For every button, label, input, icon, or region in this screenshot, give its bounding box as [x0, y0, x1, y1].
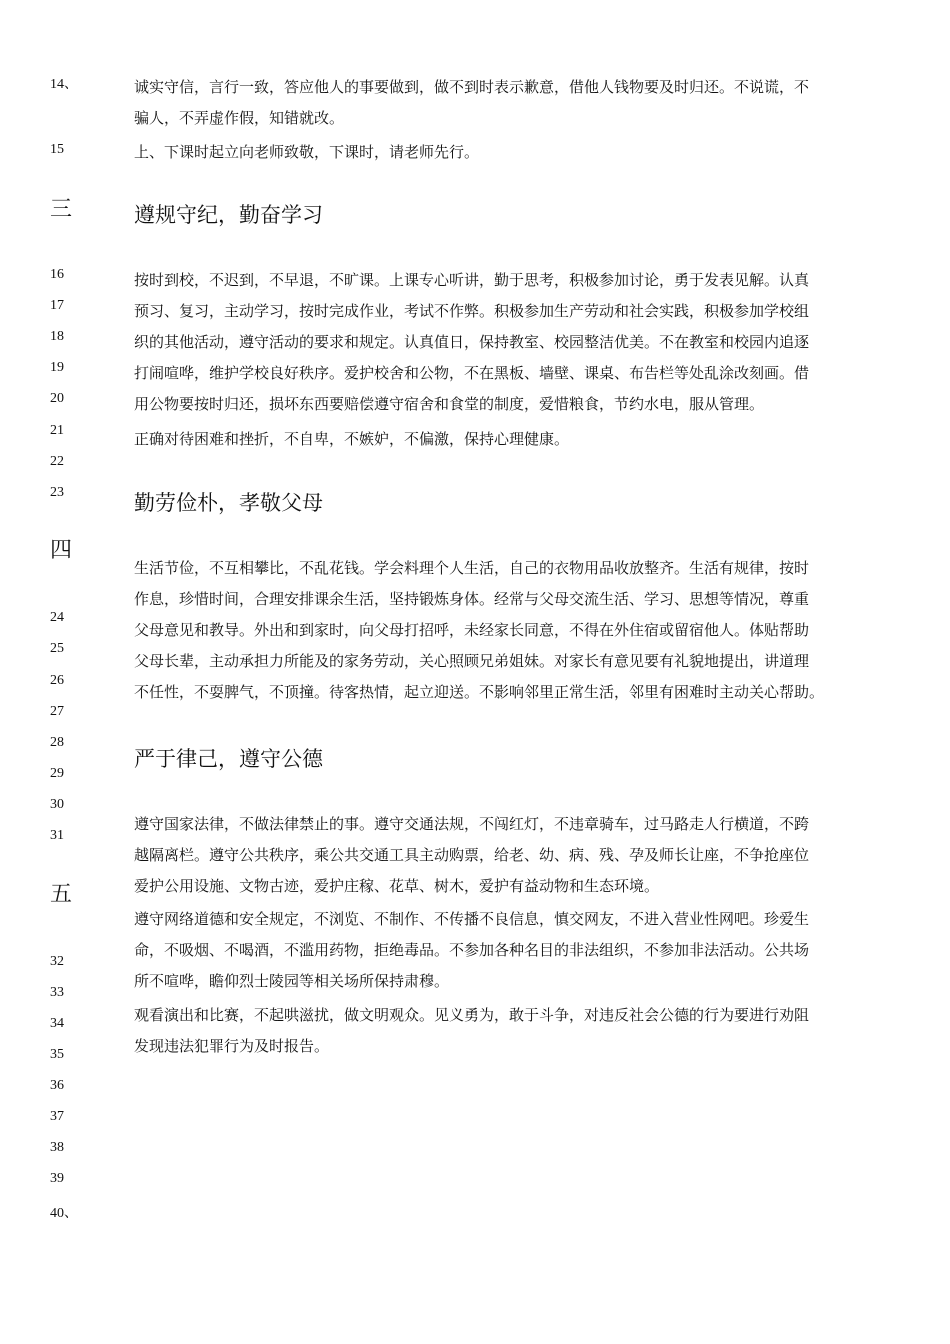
- paragraph: [134, 137, 904, 168]
- line-number: 15: [50, 142, 64, 157]
- line-number: 35: [50, 1047, 64, 1062]
- line-number: 24: [50, 610, 64, 625]
- paragraph: [134, 809, 904, 902]
- paragraph: [134, 904, 904, 997]
- line-number: 23: [50, 485, 64, 500]
- paragraph-line: 正确对待困难和挫折，不自卑，不嫉妒，不偏激，保持心理健康。: [134, 430, 570, 448]
- line-number: 21: [50, 423, 64, 438]
- paragraph-line: 生活节俭，不互相攀比，不乱花钱。学会料理个人生活，自己的衣物用品收放整齐。生活有规律，按时: [134, 559, 810, 577]
- paragraph-line: 父母意见和教导。外出和到家时，向父母打招呼，未经家长同意，不得在外住宿或留宿他人。体贴帮助: [134, 621, 810, 639]
- paragraph-line: 遵守国家法律，不做法律禁止的事。遵守交通法规，不闯红灯，不违章骑车，过马路走人行横道，不跨: [134, 815, 810, 833]
- line-number: 34: [50, 1016, 64, 1031]
- line-number: 33: [50, 985, 64, 1000]
- line-number: 36: [50, 1078, 64, 1093]
- line-number: 39: [50, 1171, 64, 1186]
- line-number: 26: [50, 673, 64, 688]
- line-number: 16: [50, 267, 64, 282]
- line-number: 30: [50, 797, 64, 812]
- paragraph: [134, 1000, 904, 1062]
- line-number: 14、: [50, 77, 78, 92]
- paragraph-line: 骗人，不弄虚作假，知错就改。: [134, 109, 345, 127]
- paragraph-line: 用公物要按时归还，损坏东西要赔偿遵守宿舍和食堂的制度，爱惜粮食，节约水电，服从管理。: [134, 395, 765, 413]
- section-heading: 遵规守纪，勤奋学习: [134, 203, 323, 227]
- line-number: 37: [50, 1109, 64, 1124]
- paragraph-line: 打闹喧哗，维护学校良好秩序。爱护校舍和公物，不在黑板、墙壁、课桌、布告栏等处乱涂改刻画。借: [134, 364, 810, 382]
- paragraph: [134, 72, 904, 134]
- paragraph-line: 按时到校，不迟到，不早退，不旷课。上课专心听讲，勤于思考，积极参加讨论，勇于发表见解。认真: [134, 271, 810, 289]
- section-heading: 勤劳俭朴，孝敬父母: [134, 491, 323, 515]
- paragraph-line: 遵守网络道德和安全规定，不浏览、不制作、不传播不良信息，慎交网友，不进入营业性网吧。珍爱生: [134, 910, 810, 928]
- paragraph: [134, 424, 904, 455]
- paragraph-line: 织的其他活动，遵守活动的要求和规定。认真值日，保持教室、校园整洁优美。不在教室和校园内追逐: [134, 333, 810, 351]
- paragraph-line: 发现违法犯罪行为及时报告。: [134, 1037, 330, 1055]
- section-marker: 五: [50, 882, 73, 907]
- line-number: 38: [50, 1140, 64, 1155]
- line-number: 25: [50, 641, 64, 656]
- paragraph: [134, 265, 904, 420]
- paragraph-line: 上、下课时起立向老师致敬，下课时，请老师先行。: [134, 143, 480, 161]
- line-number: 19: [50, 360, 64, 375]
- line-number: 18: [50, 329, 64, 344]
- line-number: 20: [50, 391, 64, 406]
- line-number: 17: [50, 298, 64, 313]
- paragraph-line: 越隔离栏。遵守公共秩序，乘公共交通工具主动购票，给老、幼、病、残、孕及师长让座，不争抢座位: [134, 846, 810, 864]
- paragraph-line: 诚实守信，言行一致，答应他人的事要做到，做不到时表示歉意，借他人钱物要及时归还。不说谎，不: [134, 78, 810, 96]
- paragraph-line: 预习、复习，主动学习，按时完成作业，考试不作弊。积极参加生产劳动和社会实践，积极参加学校组: [134, 302, 810, 320]
- paragraph-line: 父母长辈，主动承担力所能及的家务劳动，关心照顾兄弟姐妹。对家长有意见要有礼貌地提出，讲道理: [134, 652, 810, 670]
- line-number: 31: [50, 828, 64, 843]
- paragraph-line: 作息，珍惜时间，合理安排课余生活，坚持锻炼身体。经常与父母交流生活、学习、思想等情况，尊重: [134, 590, 810, 608]
- line-number: 40、: [50, 1206, 78, 1221]
- paragraph-line: 观看演出和比赛，不起哄滋扰，做文明观众。见义勇为，敢于斗争，对违反社会公德的行为要进行劝阻: [134, 1006, 810, 1024]
- section-heading: 严于律己，遵守公德: [134, 747, 323, 771]
- line-number: 32: [50, 954, 64, 969]
- section-marker: 四: [50, 538, 73, 563]
- line-number: 29: [50, 766, 64, 781]
- line-number: 27: [50, 704, 64, 719]
- line-number: 28: [50, 735, 64, 750]
- paragraph-line: 所不喧哗，瞻仰烈士陵园等相关场所保持肃穆。: [134, 972, 450, 990]
- section-marker: 三: [50, 197, 73, 222]
- line-number: 22: [50, 454, 64, 469]
- paragraph: [134, 553, 904, 708]
- paragraph-line: 命，不吸烟、不喝酒，不滥用药物，拒绝毒品。不参加各种名目的非法组织，不参加非法活动。公共场: [134, 941, 810, 959]
- paragraph-line: 不任性，不耍脾气，不顶撞。待客热情，起立迎送。不影响邻里正常生活，邻里有困难时主动关心帮助。: [134, 683, 825, 701]
- paragraph-line: 爱护公用设施、文物古迹，爱护庄稼、花草、树木，爱护有益动物和生态环境。: [134, 877, 660, 895]
